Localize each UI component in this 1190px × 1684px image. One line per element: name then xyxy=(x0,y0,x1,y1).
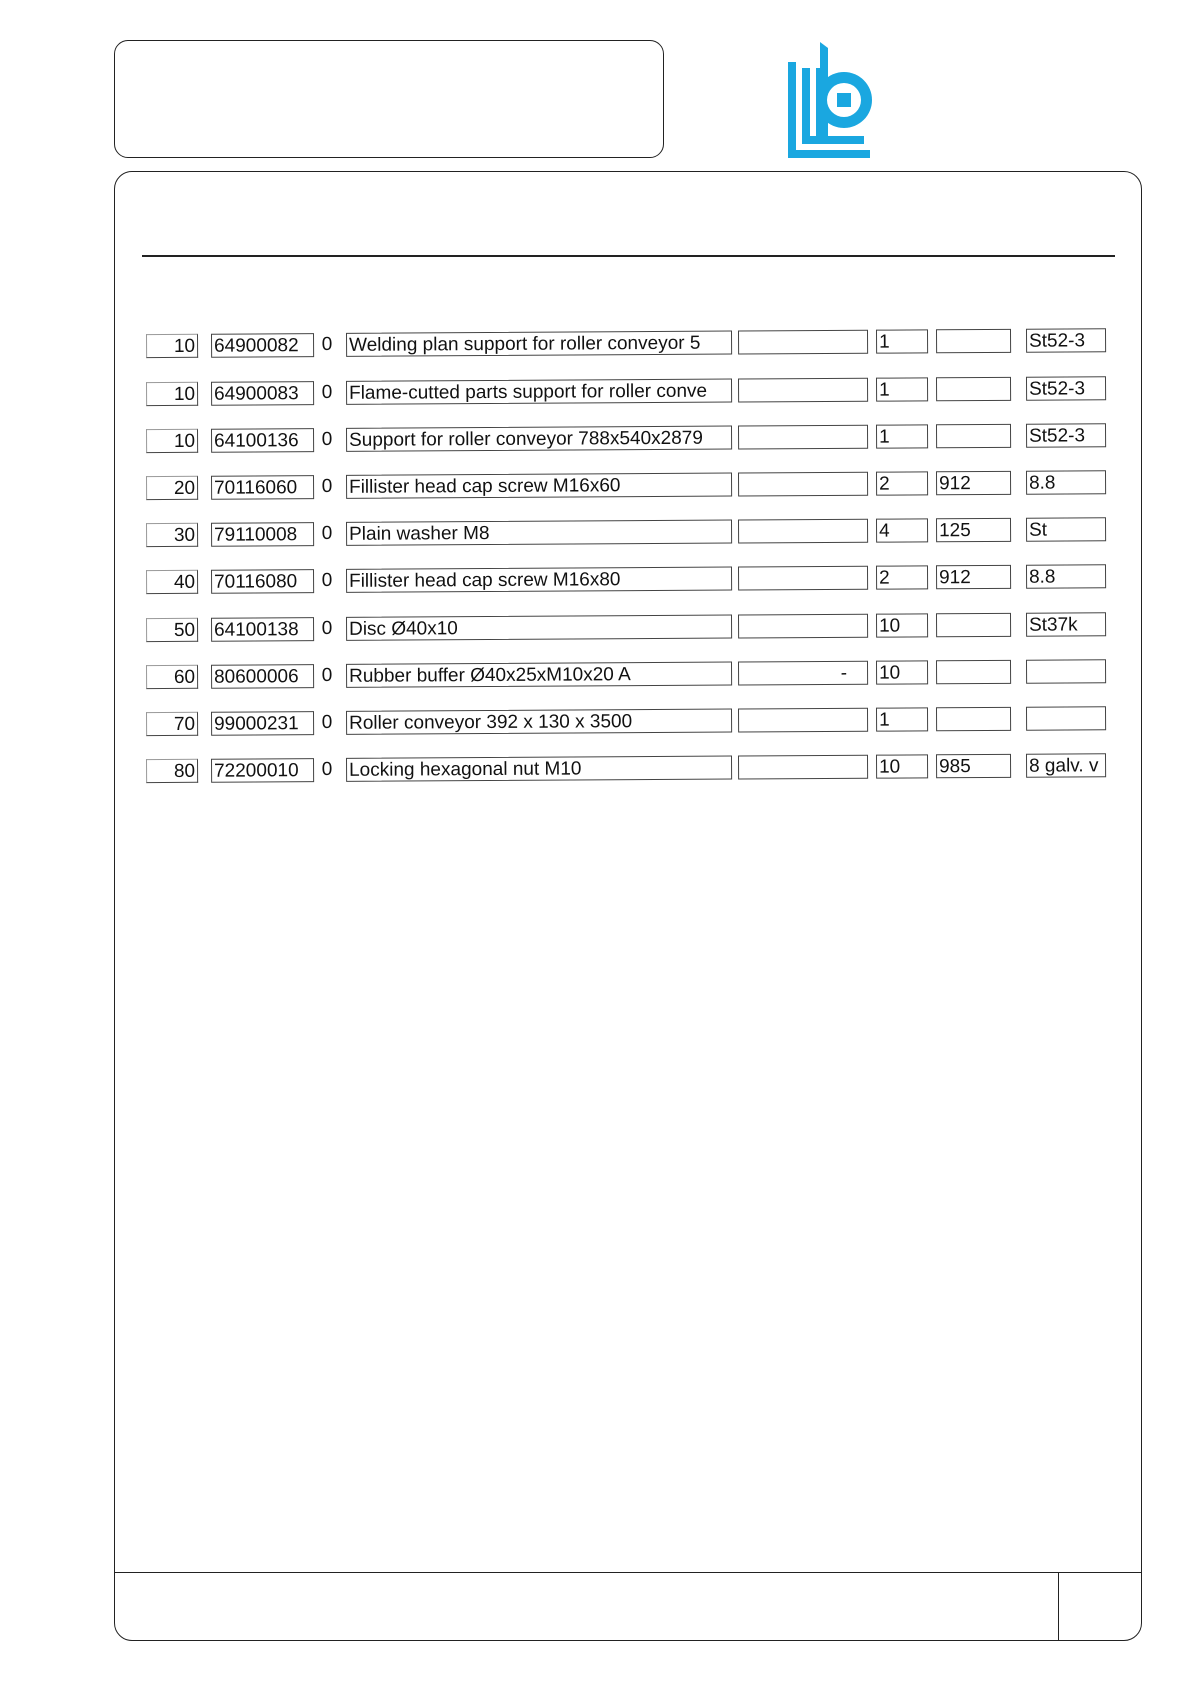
dimension-cell xyxy=(738,378,868,403)
material-cell: 8 galv. v xyxy=(1026,753,1106,777)
material-cell: 8.8 xyxy=(1026,564,1106,588)
description-cell: Fillister head cap screw M16x60 xyxy=(346,473,732,499)
table-row xyxy=(0,470,1190,505)
dimension-cell xyxy=(738,614,868,639)
article-number-cell: 64100136 xyxy=(211,428,314,453)
norm-cell: 985 xyxy=(936,754,1011,778)
dimension-cell xyxy=(738,708,868,733)
position-cell: 10 xyxy=(146,334,198,358)
quantity-cell: 1 xyxy=(876,377,928,401)
version-cell: 0 xyxy=(321,428,333,451)
article-number-cell: 70116080 xyxy=(211,569,314,594)
material-cell: St xyxy=(1026,517,1106,541)
description-cell: Welding plan support for roller conveyor 5 xyxy=(346,331,732,357)
description-cell: Roller conveyor 392 x 130 x 3500 xyxy=(346,709,732,735)
norm-cell: 912 xyxy=(936,565,1011,589)
version-cell: 0 xyxy=(321,617,333,640)
position-cell: 10 xyxy=(146,382,198,406)
norm-cell xyxy=(936,613,1011,637)
norm-cell xyxy=(936,707,1011,731)
article-number-cell: 64100138 xyxy=(211,617,314,642)
table-row xyxy=(0,706,1190,741)
version-cell: 0 xyxy=(321,758,333,781)
description-cell: Rubber buffer Ø40x25xM10x20 A xyxy=(346,662,732,688)
quantity-cell: 2 xyxy=(876,471,928,495)
description-cell: Locking hexagonal nut M10 xyxy=(346,756,732,782)
norm-cell: 912 xyxy=(936,471,1011,495)
material-cell xyxy=(1026,659,1106,683)
position-cell: 50 xyxy=(146,618,198,642)
table-row xyxy=(0,376,1190,411)
position-cell: 70 xyxy=(146,712,198,736)
quantity-cell: 1 xyxy=(876,329,928,353)
position-cell: 80 xyxy=(146,759,198,783)
table-row xyxy=(0,659,1190,694)
position-cell: 30 xyxy=(146,523,198,547)
norm-cell xyxy=(936,424,1011,448)
material-cell: St52-3 xyxy=(1026,376,1106,400)
description-cell: Plain washer M8 xyxy=(346,520,732,546)
material-cell: St52-3 xyxy=(1026,328,1106,352)
table-row xyxy=(0,753,1190,788)
article-number-cell: 80600006 xyxy=(211,664,314,689)
position-cell: 10 xyxy=(146,429,198,453)
article-number-cell: 64900083 xyxy=(211,381,314,406)
table-row xyxy=(0,423,1190,458)
version-cell: 0 xyxy=(321,475,333,498)
quantity-cell: 4 xyxy=(876,518,928,542)
version-cell: 0 xyxy=(321,569,333,592)
table-row xyxy=(0,612,1190,647)
quantity-cell: 2 xyxy=(876,565,928,589)
norm-cell xyxy=(936,329,1011,353)
article-number-cell: 79110008 xyxy=(211,522,314,547)
version-cell: 0 xyxy=(321,333,333,356)
article-number-cell: 99000231 xyxy=(211,711,314,736)
quantity-cell: 10 xyxy=(876,660,928,684)
norm-cell: 125 xyxy=(936,518,1011,542)
description-cell: Flame-cutted parts support for roller conve xyxy=(346,379,732,405)
norm-cell xyxy=(936,377,1011,401)
material-cell xyxy=(1026,706,1106,730)
position-cell: 20 xyxy=(146,476,198,500)
description-cell: Disc Ø40x10 xyxy=(346,615,732,641)
material-cell: St37k xyxy=(1026,612,1106,636)
material-cell: St52-3 xyxy=(1026,423,1106,447)
dimension-cell xyxy=(738,755,868,780)
version-cell: 0 xyxy=(321,664,333,687)
dimension-cell xyxy=(738,519,868,544)
quantity-cell: 1 xyxy=(876,424,928,448)
quantity-cell: 10 xyxy=(876,754,928,778)
article-number-cell: 70116060 xyxy=(211,475,314,500)
description-cell: Fillister head cap screw M16x80 xyxy=(346,567,732,593)
position-cell: 40 xyxy=(146,570,198,594)
dimension-cell xyxy=(738,472,868,497)
dimension-cell xyxy=(738,330,868,355)
version-cell: 0 xyxy=(321,522,333,545)
position-cell: 60 xyxy=(146,665,198,689)
article-number-cell: 64900082 xyxy=(211,333,314,358)
table-row xyxy=(0,328,1190,363)
version-cell: 0 xyxy=(321,711,333,734)
article-number-cell: 72200010 xyxy=(211,758,314,783)
dimension-cell xyxy=(738,425,868,450)
table-row xyxy=(0,564,1190,599)
description-cell: Support for roller conveyor 788x540x2879 xyxy=(346,426,732,452)
dimension-cell: - xyxy=(738,661,868,686)
quantity-cell: 10 xyxy=(876,613,928,637)
version-cell: 0 xyxy=(321,381,333,404)
quantity-cell: 1 xyxy=(876,707,928,731)
norm-cell xyxy=(936,660,1011,684)
table-row xyxy=(0,517,1190,552)
material-cell: 8.8 xyxy=(1026,470,1106,494)
dimension-cell xyxy=(738,566,868,591)
